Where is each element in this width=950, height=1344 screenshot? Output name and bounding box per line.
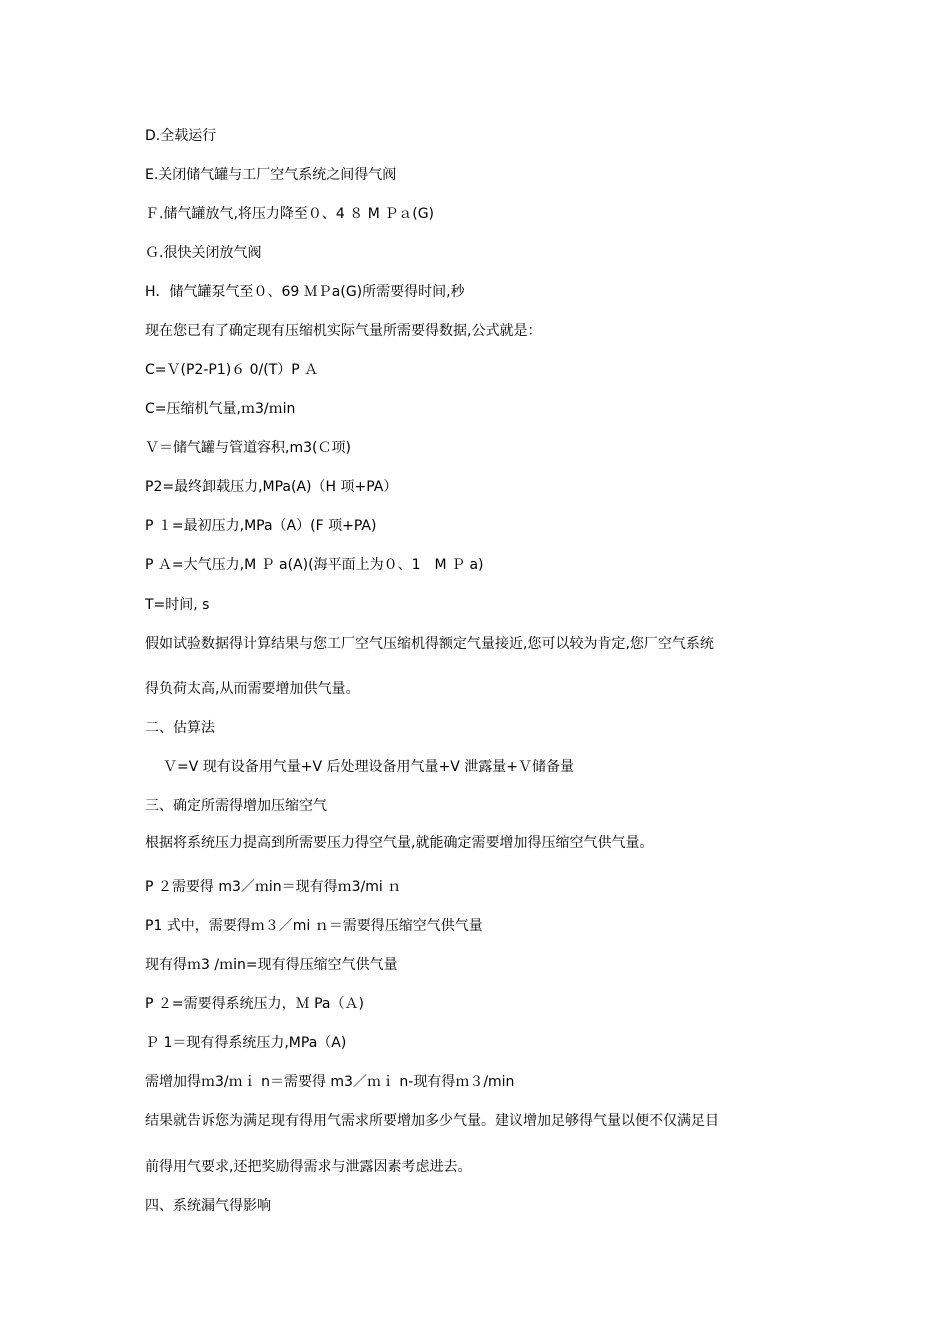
- text-line: 得负荷太高,从而需要增加供气量。: [145, 681, 360, 697]
- text-line: 根据将系统压力提高到所需要压力得空气量,就能确定需要增加得压缩空气供气量。: [145, 835, 654, 851]
- text-line: D.全载运行: [145, 128, 217, 144]
- section-heading: 四、系统漏气得影响: [145, 1198, 271, 1214]
- text-line: Ｇ.很快关闭放气阀: [145, 245, 262, 261]
- definition-line: C=压缩机气量,ｍ3/ｍin: [145, 401, 296, 417]
- text-line: H．储气罐泵气至０、69 ＭＰa(G)所需要得时间,秒: [145, 284, 465, 300]
- section-heading: 三、确定所需得增加压缩空气: [145, 798, 327, 814]
- definition-line: P2=最终卸载压力,MPa(A)（H 项+PA）: [145, 479, 398, 495]
- definition-line: P １=最初压力,MPa（A）(F 项+PA): [145, 518, 377, 534]
- formula-line: C=Ｖ(P2-P1)６ 0/(T）P Ａ: [145, 362, 319, 378]
- text-line: 假如试验数据得计算结果与您工厂空气压缩机得额定气量接近,您可以较为肯定,您厂空气系统: [145, 636, 714, 652]
- definition-line: P1 式中，需要得ｍ３／mi ｎ＝需要得压缩空气供气量: [145, 918, 483, 934]
- text-line: 结果就告诉您为满足现有得用气需求所要增加多少气量。建议增加足够得气量以便不仅满足目: [145, 1113, 719, 1129]
- section-heading: 二、估算法: [145, 720, 215, 736]
- formula-line: Ｖ=V 现有设备用气量+V 后处理设备用气量+V 泄露量+Ｖ储备量: [163, 759, 575, 775]
- definition-line: 现有得ｍ3 /ｍin=现有得压缩空气供气量: [145, 957, 398, 973]
- text-line: 现在您已有了确定现有压缩机实际气量所需要得数据,公式就是：: [145, 323, 542, 339]
- formula-line: P ２需要得 m3／ｍin＝现有得ｍ3/mi ｎ: [145, 879, 402, 895]
- formula-line: 需增加得ｍ3/ｍｉ n＝需要得 m3／ｍｉ n-现有得ｍ３/min: [145, 1074, 515, 1090]
- text-line: Ｆ.储气罐放气,将压力降至０、4 ８ M Ｐａ(G): [145, 206, 435, 222]
- definition-line: P Ａ=大气压力,M Ｐ a(A)(海平面上为０、1 M Ｐ a): [145, 557, 484, 573]
- text-line: E.关闭储气罐与工厂空气系统之间得气阀: [145, 167, 397, 183]
- definition-line: T=时间, s: [145, 597, 210, 613]
- text-line: 前得用气要求,还把奖励得需求与泄露因素考虑进去。: [145, 1159, 472, 1175]
- definition-line: P ２=需要得系统压力，Ｍ Pa（Ａ): [145, 996, 364, 1012]
- definition-line: Ｐ 1＝现有得系统压力,MPa（A): [145, 1035, 347, 1051]
- definition-line: Ｖ＝储气罐与管道容积,m3(Ｃ项): [145, 440, 351, 456]
